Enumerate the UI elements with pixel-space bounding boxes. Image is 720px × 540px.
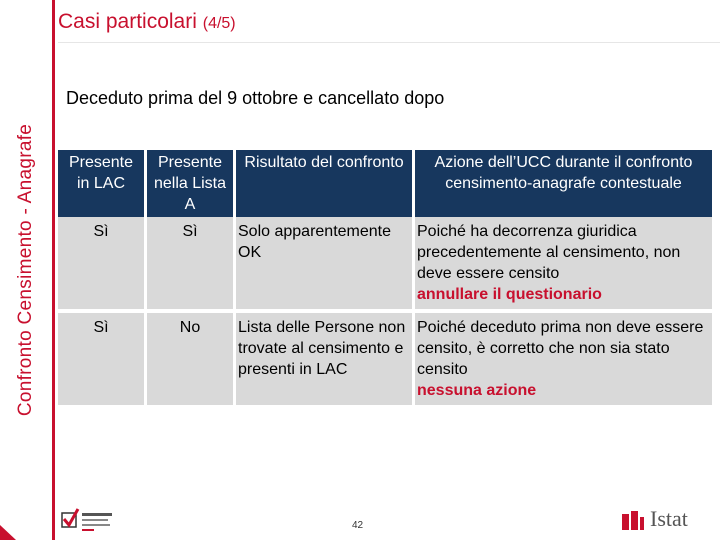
title-suffix: (4/5) [202, 15, 236, 32]
istat-logo-text: Istat [650, 506, 688, 531]
header-presente-lac: Presente in LAC [58, 150, 144, 217]
title-divider [58, 42, 720, 43]
header-presente-lista-a: Presente nella Lista A [147, 150, 233, 217]
table-header-row [58, 150, 712, 217]
cell-lista-a: Sì [147, 217, 233, 313]
title-text: Casi particolari [58, 10, 197, 33]
azione-highlight: nessuna azione [417, 382, 537, 399]
cell-azione [415, 217, 712, 313]
sidebar-label: Confronto Censimento - Anagrafe [15, 123, 36, 417]
header-risultato: Risultato del confronto [236, 150, 412, 217]
table-row [58, 313, 712, 405]
azione-text: Poiché deceduto prima non deve essere censito, è corretto che non sia stato censito [417, 319, 704, 378]
header-azione: Azione dell’UCC durante il confronto censimento-anagrafe contestuale [415, 150, 712, 217]
cell-lac: Sì [58, 313, 144, 405]
cell-azione [415, 313, 712, 405]
census-logo-icon [58, 505, 118, 537]
azione-highlight: annullare il questionario [417, 286, 602, 303]
cell-lac: Sì [58, 217, 144, 313]
azione-text: Poiché ha decorrenza giuridica precedentemente al censimento, non deve essere censito [417, 223, 681, 282]
cases-table [55, 150, 715, 405]
cell-risultato: Solo apparentemente OK [236, 217, 412, 313]
table-row [58, 217, 712, 313]
sidebar-title [0, 0, 52, 540]
page-number: 42 [352, 520, 364, 531]
cell-risultato: Lista delle Persone non trovate al censimento e presenti in LAC [236, 313, 412, 405]
cell-lista-a: No [147, 313, 233, 405]
slide-subtitle: Deceduto prima del 9 ottobre e cancellato dopo [66, 88, 445, 108]
page-title [58, 10, 236, 34]
